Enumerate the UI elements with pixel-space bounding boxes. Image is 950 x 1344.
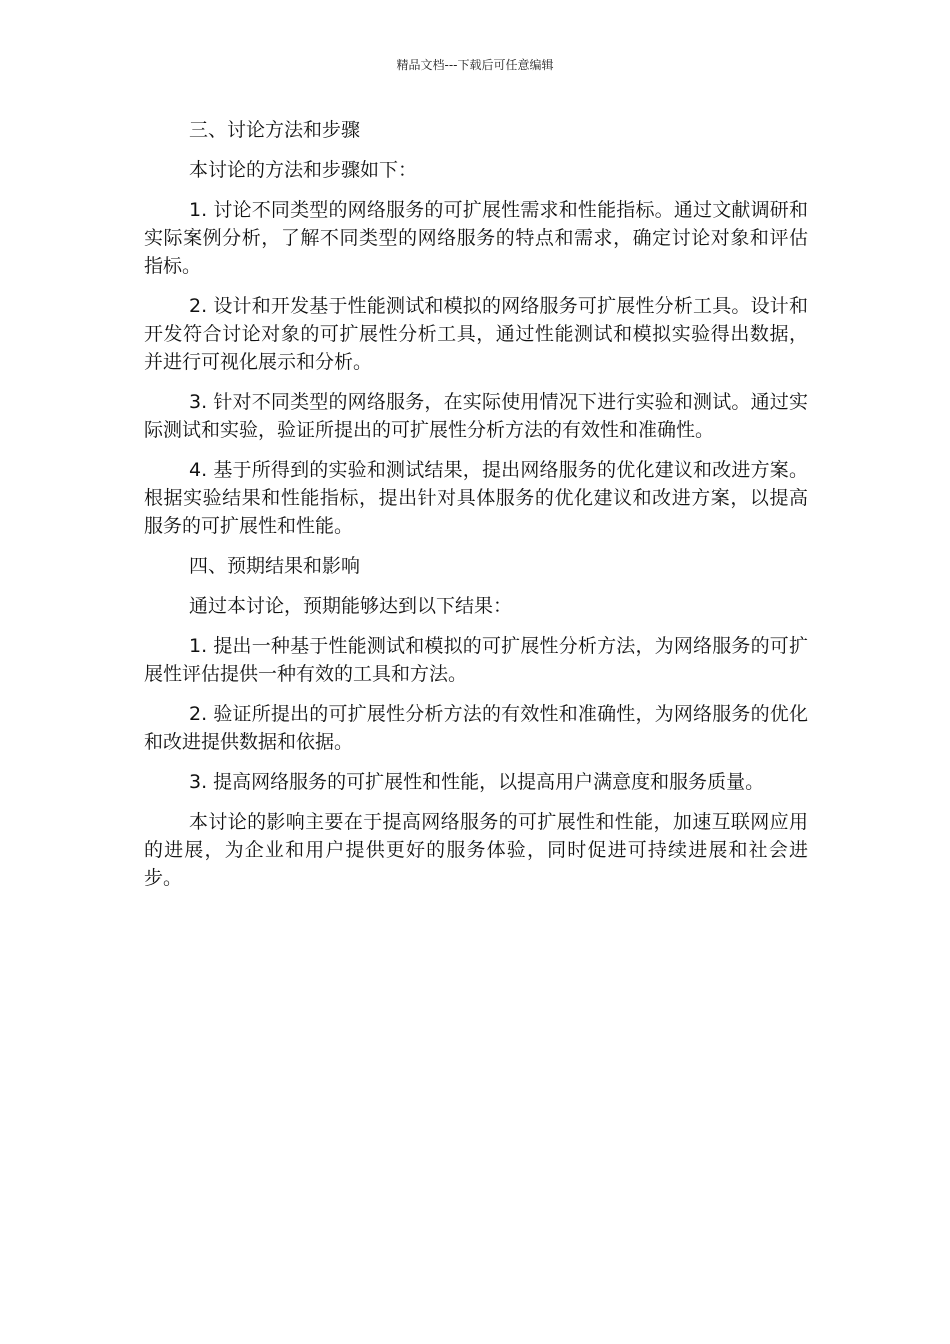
results-item-3: 3. 提高网络服务的可扩展性和性能，以提高用户满意度和服务质量。 <box>189 771 765 793</box>
page-header-note: 精品文档---下载后可任意编辑 <box>396 58 554 72</box>
methods-step-2: 2. 设计和开发基于性能测试和模拟的网络服务可扩展性分析工具。设计和开发符合讨论对象的可扩展性分析工具，通过性能测试和模拟实验得出数据，并进行可视化展示和分析。 <box>144 295 808 373</box>
results-item-1: 1. 提出一种基于性能测试和模拟的可扩展性分析方法，为网络服务的可扩展性评估提供一种有效的工具和方法。 <box>144 635 808 685</box>
document-body <box>144 116 808 904</box>
section-heading-results: 四、预期结果和影响 <box>189 555 361 577</box>
section-heading-methods: 三、讨论方法和步骤 <box>189 119 361 141</box>
methods-step-1: 1. 讨论不同类型的网络服务的可扩展性需求和性能指标。通过文献调研和实际案例分析，了解不同类型的网络服务的特点和需求，确定讨论对象和评估指标。 <box>144 199 808 277</box>
results-intro: 通过本讨论，预期能够达到以下结果： <box>189 595 513 617</box>
impact-paragraph: 本讨论的影响主要在于提高网络服务的可扩展性和性能，加速互联网应用的进展，为企业和用户提供更好的服务体验，同时促进可持续进展和社会进步。 <box>144 811 808 889</box>
methods-step-4: 4. 基于所得到的实验和测试结果，提出网络服务的优化建议和改进方案。根据实验结果和性能指标，提出针对具体服务的优化建议和改进方案，以提高服务的可扩展性和性能。 <box>144 459 808 537</box>
methods-intro: 本讨论的方法和步骤如下： <box>189 159 418 181</box>
methods-step-3: 3. 针对不同类型的网络服务，在实际使用情况下进行实验和测试。通过实际测试和实验，验证所提出的可扩展性分析方法的有效性和准确性。 <box>144 391 808 441</box>
results-item-2: 2. 验证所提出的可扩展性分析方法的有效性和准确性，为网络服务的优化和改进提供数据和依据。 <box>144 703 808 753</box>
